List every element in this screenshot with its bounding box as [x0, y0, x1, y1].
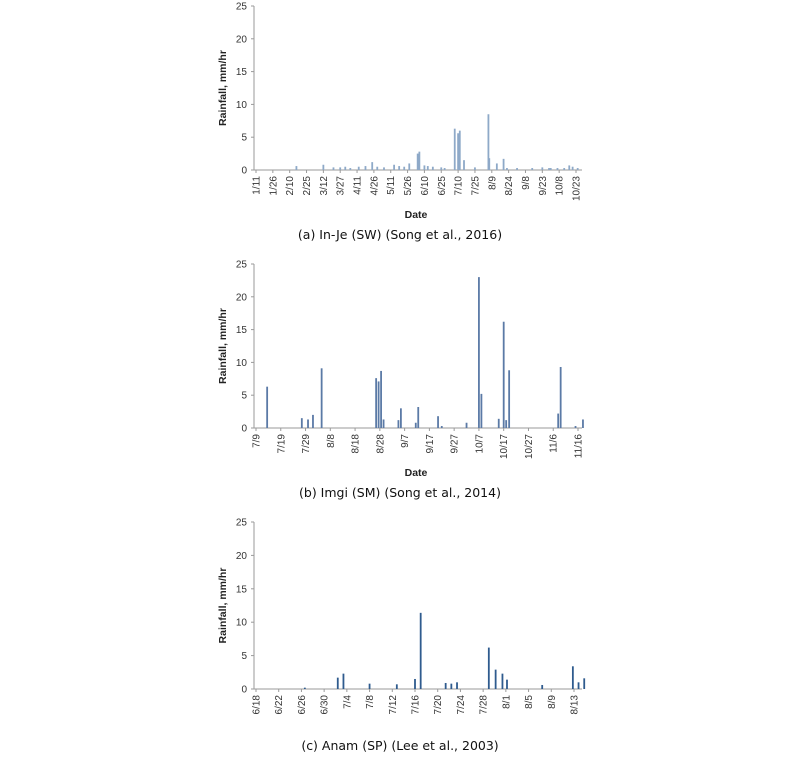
x-tick-label: 3/27 [335, 176, 347, 196]
rainfall-bar [427, 166, 429, 170]
x-tick-label: 7/19 [276, 434, 288, 454]
rainfall-bar [474, 167, 476, 170]
rainfall-bar [417, 407, 419, 428]
rainfall-bar [495, 670, 497, 689]
y-tick-label: 15 [235, 67, 247, 79]
rainfall-bar [582, 419, 584, 428]
rainfall-bar [572, 167, 574, 170]
y-tick-label: 20 [235, 292, 247, 304]
rainfall-bar [415, 423, 417, 428]
x-tick-label: 8/24 [504, 176, 516, 196]
x-tick-label: 2/10 [285, 176, 297, 196]
rainfall-bar [337, 678, 339, 689]
rainfall-bar [505, 420, 507, 428]
x-tick-label: 7/4 [342, 695, 354, 709]
rainfall-bar [572, 666, 574, 689]
rainfall-bar [548, 168, 550, 170]
rainfall-bar [463, 160, 465, 170]
rainfall-bar [541, 167, 543, 170]
x-tick-label: 2/25 [302, 176, 314, 196]
rainfall-bar [358, 167, 360, 170]
rainfall-bar [508, 370, 510, 428]
x-tick-label: 10/23 [571, 176, 583, 202]
chart-panel-imgi [0, 258, 800, 508]
x-tick-label: 9/23 [537, 176, 549, 196]
y-tick-label: 25 [235, 1, 247, 13]
rainfall-bar [398, 420, 400, 428]
x-tick-label: 7/29 [301, 434, 313, 454]
rainfall-bar [506, 680, 508, 689]
x-tick-label: 9/7 [400, 434, 412, 448]
rainfall-bar [396, 684, 398, 689]
x-tick-label: 9/17 [424, 434, 436, 454]
rainfall-bar [531, 168, 533, 170]
y-axis-label: Rainfall, mm/hr [217, 308, 229, 384]
x-tick-label: 6/18 [251, 695, 263, 715]
y-tick-label: 0 [241, 165, 247, 177]
y-tick-label: 25 [235, 259, 247, 271]
rainfall-bar [557, 414, 559, 428]
x-tick-label: 7/12 [387, 695, 399, 715]
x-tick-label: 7/16 [410, 695, 422, 715]
x-tick-label: 5/11 [386, 176, 398, 195]
rainfall-bar [568, 165, 570, 170]
x-tick-label: 1/26 [268, 176, 280, 196]
x-tick-label: 9/27 [449, 434, 461, 454]
rainfall-bar [445, 683, 447, 689]
rainfall-bar [432, 167, 434, 170]
x-tick-label: 7/9 [251, 434, 263, 448]
rainfall-bar [420, 613, 422, 689]
x-tick-label: 6/10 [419, 176, 431, 196]
chart-anam [0, 516, 800, 738]
rainfall-bar [444, 168, 446, 170]
rainfall-bar [383, 167, 385, 170]
y-tick-label: 10 [235, 617, 247, 629]
rainfall-bar [506, 168, 508, 170]
y-tick-label: 5 [241, 132, 247, 144]
x-tick-label: 10/17 [499, 434, 511, 460]
x-tick-label: 4/26 [369, 176, 381, 196]
chart-panel-inje [0, 0, 800, 250]
x-tick-label: 8/13 [569, 695, 581, 715]
chart-imgi [0, 258, 800, 480]
y-tick-label: 0 [241, 684, 247, 696]
x-axis-label: Date [404, 209, 428, 221]
chart-panel-anam [0, 516, 800, 761]
rainfall-bar [333, 167, 335, 170]
rainfall-bar [398, 166, 400, 170]
rainfall-bar [481, 394, 483, 428]
x-tick-label: 10/8 [554, 176, 566, 196]
x-tick-label: 8/8 [325, 434, 337, 448]
rainfall-bar [371, 162, 373, 170]
y-tick-label: 5 [241, 390, 247, 402]
rainfall-bar [466, 423, 468, 428]
rainfall-bar [307, 419, 309, 428]
rainfall-bar [424, 165, 426, 170]
rainfall-bar [301, 418, 303, 428]
rainfall-bar [488, 158, 490, 170]
y-axis-label: Rainfall, mm/hr [217, 567, 229, 644]
x-axis-label: Date [404, 467, 428, 479]
rainfall-bar [583, 678, 585, 689]
rainfall-bar [417, 154, 419, 170]
rainfall-bar [577, 168, 579, 170]
rainfall-bar [344, 167, 346, 170]
rainfall-bar [349, 168, 351, 170]
x-tick-label: 8/9 [487, 176, 499, 190]
rainfall-bar [414, 679, 416, 689]
rainfall-bar [459, 131, 461, 170]
y-tick-label: 0 [241, 423, 247, 435]
x-tick-label: 8/18 [350, 434, 362, 454]
rainfall-bar [440, 167, 442, 170]
rainfall-bar [516, 168, 518, 170]
x-tick-label: 7/8 [365, 695, 377, 709]
rainfall-bar [456, 682, 458, 689]
x-tick-label: 3/12 [318, 176, 330, 196]
rainfall-bar [502, 674, 504, 689]
x-tick-label: 6/22 [274, 695, 286, 715]
rainfall-bar [578, 682, 580, 689]
y-tick-label: 10 [235, 99, 247, 111]
x-tick-label: 11/16 [573, 434, 585, 459]
rainfall-bar [322, 165, 324, 170]
x-tick-label: 10/27 [523, 434, 535, 460]
rainfall-bar [339, 167, 341, 170]
x-tick-label: 8/1 [501, 695, 513, 709]
y-tick-label: 15 [235, 584, 247, 596]
rainfall-bar [503, 322, 505, 428]
rainfall-bar [375, 378, 377, 428]
y-tick-label: 5 [241, 651, 247, 663]
y-tick-label: 15 [235, 325, 247, 337]
rainfall-bar [296, 166, 298, 170]
rainfall-bar [312, 415, 314, 428]
rainfall-bar [380, 371, 382, 428]
x-tick-label: 8/5 [524, 695, 536, 709]
x-tick-label: 9/8 [520, 176, 532, 190]
rainfall-bar [503, 159, 505, 170]
rainfall-bar [400, 408, 402, 428]
y-tick-label: 10 [235, 357, 247, 369]
rainfall-bar [403, 167, 405, 170]
x-tick-label: 10/7 [474, 434, 486, 454]
rainfall-bar [496, 163, 498, 170]
chart-inje [0, 0, 800, 222]
x-tick-label: 6/25 [436, 176, 448, 196]
x-tick-label: 8/28 [375, 434, 387, 454]
x-tick-label: 7/24 [455, 695, 467, 715]
rainfall-bar [441, 426, 443, 428]
rainfall-bar [393, 165, 395, 170]
rainfall-bar [563, 168, 565, 170]
rainfall-bar [383, 419, 385, 428]
rainfall-bar [457, 133, 459, 170]
rainfall-bar [550, 168, 552, 170]
x-tick-label: 7/25 [470, 176, 482, 196]
rainfall-bar [365, 166, 367, 170]
rainfall-bar [304, 688, 306, 689]
rainfall-bar [369, 684, 371, 689]
rainfall-bar [454, 129, 456, 170]
x-tick-label: 6/26 [296, 695, 308, 715]
rainfall-bar [266, 387, 268, 428]
rainfall-bar [560, 367, 562, 428]
rainfall-bar [437, 416, 439, 428]
y-axis-label: Rainfall, mm/hr [217, 50, 229, 126]
chart-caption: (a) In-Je (SW) (Song et al., 2016) [297, 227, 503, 242]
rainfall-bar [478, 277, 480, 428]
rainfall-bar [498, 419, 500, 428]
rainfall-bar [408, 163, 410, 170]
y-tick-label: 20 [235, 550, 247, 562]
rainfall-bar [321, 368, 323, 428]
chart-caption: (b) Imgi (SM) (Song et al., 2014) [299, 485, 501, 500]
rainfall-bar [557, 168, 559, 170]
x-tick-label: 4/11 [352, 176, 364, 195]
x-tick-label: 1/11 [251, 176, 263, 195]
rainfall-bar [541, 685, 543, 689]
x-tick-label: 7/10 [453, 176, 465, 196]
x-tick-label: 6/30 [319, 695, 331, 715]
rainfall-bar [488, 648, 490, 689]
rainfall-bar [418, 152, 420, 170]
x-tick-label: 7/20 [433, 695, 445, 715]
x-tick-label: 11/6 [548, 434, 560, 453]
rainfall-bar [376, 167, 378, 170]
x-tick-label: 5/26 [403, 176, 415, 196]
rainfall-bar [575, 426, 577, 428]
rainfall-bar [343, 674, 345, 689]
chart-caption: (c) Anam (SP) (Lee et al., 2003) [301, 738, 499, 753]
rainfall-bar [450, 684, 452, 689]
x-tick-label: 7/28 [478, 695, 490, 715]
y-tick-label: 20 [235, 34, 247, 46]
rainfall-bar [378, 381, 380, 428]
x-tick-label: 8/9 [546, 695, 558, 709]
y-tick-label: 25 [235, 517, 247, 529]
